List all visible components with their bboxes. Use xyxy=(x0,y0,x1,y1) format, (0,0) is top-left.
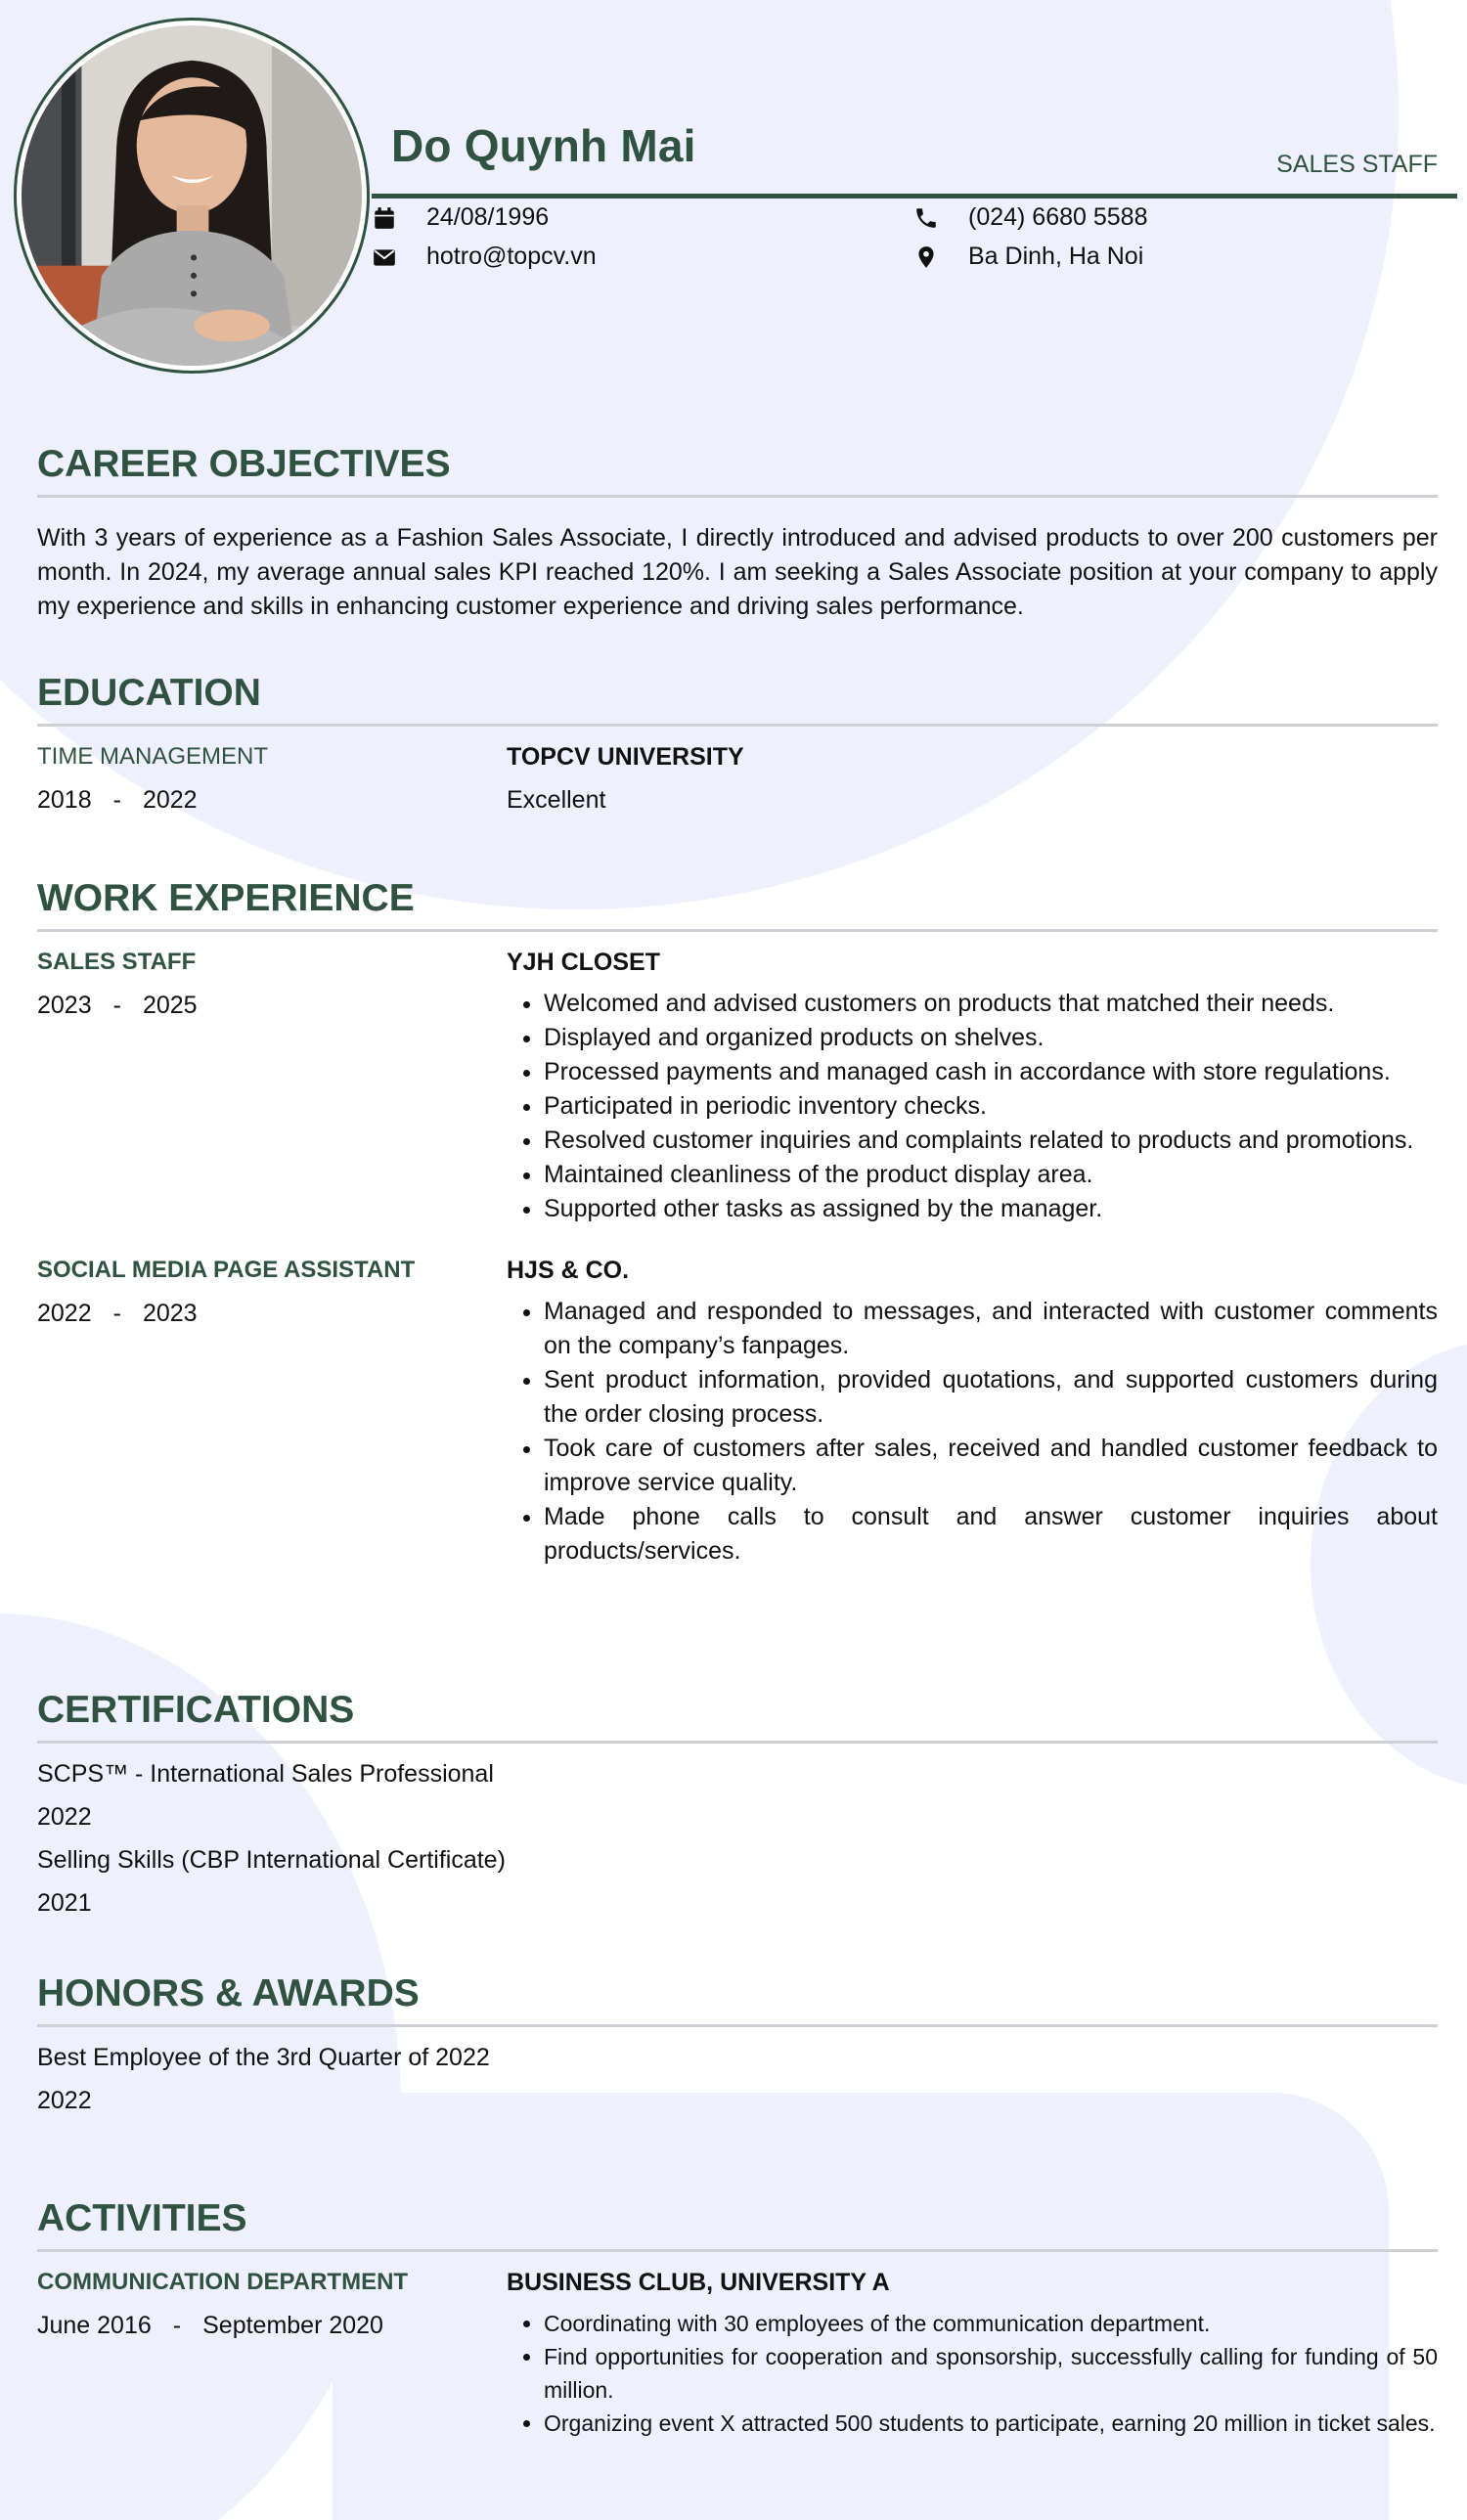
section-work-experience xyxy=(37,876,1438,1569)
section-divider xyxy=(37,2024,1438,2027)
candidate-position: SALES STAFF xyxy=(1276,151,1438,178)
start-date: 2022 xyxy=(37,1300,92,1327)
calendar-icon xyxy=(372,205,397,231)
section-title: HONORS & AWARDS xyxy=(37,1972,420,2014)
list-item: • Supported other tasks as assigned by the manager. xyxy=(544,1192,1438,1226)
certification-entry xyxy=(37,1843,1438,1920)
certification-name: SCPS™ - International Sales Professional xyxy=(37,1760,494,1788)
end-date: September 2020 xyxy=(202,2312,383,2339)
education-grade: Excellent xyxy=(507,786,606,814)
list-item: • Organizing event X attracted 500 students to participate, earning 20 million in ticket sales. xyxy=(544,2407,1438,2440)
section-divider xyxy=(37,929,1438,932)
list-item: • Find opportunities for cooperation and sponsorship, successfully calling for funding of 50 million. xyxy=(544,2340,1438,2407)
work-company: YJH CLOSET xyxy=(507,949,660,976)
list-item: • Welcomed and advised customers on products that matched their needs. xyxy=(544,987,1438,1021)
activity-role: COMMUNICATION DEPARTMENT xyxy=(37,2269,409,2295)
education-dates: 2018 - 2022 xyxy=(37,786,198,814)
section-career-objectives xyxy=(37,442,1438,624)
address-text: Ba Dinh, Ha Noi xyxy=(968,243,1144,270)
end-date: 2023 xyxy=(142,1300,198,1327)
email-text: hotro@topcv.vn xyxy=(426,243,597,270)
start-date: June 2016 xyxy=(37,2312,152,2339)
profile-photo xyxy=(14,18,370,374)
list-item: • Displayed and organized products on shelves. xyxy=(544,1021,1438,1055)
section-title: CERTIFICATIONS xyxy=(37,1689,355,1731)
contact-phone xyxy=(913,203,1147,232)
education-school: TOPCV UNIVERSITY xyxy=(507,743,744,771)
section-honors-awards xyxy=(37,1971,1438,2117)
contact-dob xyxy=(372,203,549,232)
section-title: EDUCATION xyxy=(37,672,261,714)
list-item: • Managed and responded to messages, and interacted with customer comments on the company’s fanpages. xyxy=(544,1295,1438,1363)
work-dates: 2022 - 2023 xyxy=(37,1300,198,1327)
work-dates: 2023 - 2025 xyxy=(37,992,198,1019)
candidate-name: Do Quynh Mai xyxy=(391,120,696,171)
section-title: CAREER OBJECTIVES xyxy=(37,443,451,485)
contact-email xyxy=(372,243,597,271)
phone-text: (024) 6680 5588 xyxy=(968,203,1148,231)
activity-entry xyxy=(37,2266,1438,2440)
work-entry xyxy=(37,946,1438,1226)
phone-icon xyxy=(913,205,939,231)
list-item: • Made phone calls to consult and answer customer inquiries about products/services. xyxy=(544,1500,1438,1569)
section-education xyxy=(37,671,1438,817)
work-role: SALES STAFF xyxy=(37,949,197,975)
header-divider xyxy=(372,194,1457,199)
work-duties xyxy=(507,987,1438,1226)
start-date: 2023 xyxy=(37,992,92,1019)
activity-dates: June 2016 - September 2020 xyxy=(37,2312,383,2339)
work-duties xyxy=(507,1295,1438,1569)
activity-organization: BUSINESS CLUB, UNIVERSITY A xyxy=(507,2269,890,2296)
award-entry xyxy=(37,2041,1438,2117)
start-date: 2018 xyxy=(37,786,92,814)
certification-name: Selling Skills (CBP International Certificate) xyxy=(37,1846,506,1874)
section-divider xyxy=(37,2249,1438,2252)
dob-text: 24/08/1996 xyxy=(426,203,550,231)
profile-photo-image xyxy=(22,25,362,366)
end-date: 2025 xyxy=(142,992,198,1019)
section-divider xyxy=(37,495,1438,498)
work-company: HJS & CO. xyxy=(507,1257,630,1284)
award-year: 2022 xyxy=(37,2087,92,2114)
section-divider xyxy=(37,1741,1438,1744)
certification-entry xyxy=(37,1757,1438,1834)
section-certifications xyxy=(37,1688,1438,1920)
list-item: • Processed payments and managed cash in accordance with store regulations. xyxy=(544,1055,1438,1089)
education-major: TIME MANAGEMENT xyxy=(37,743,269,770)
section-activities xyxy=(37,2196,1438,2440)
award-name: Best Employee of the 3rd Quarter of 2022 xyxy=(37,2044,490,2071)
list-item: • Participated in periodic inventory checks. xyxy=(544,1089,1438,1124)
certification-year: 2022 xyxy=(37,1803,92,1831)
activity-duties xyxy=(507,2307,1438,2440)
section-title: WORK EXPERIENCE xyxy=(37,877,415,919)
certification-year: 2021 xyxy=(37,1889,92,1917)
section-divider xyxy=(37,724,1438,727)
career-objective-text: With 3 years of experience as a Fashion Sales Associate, I directly introduced and advised products to over 200 customers per month. In 2024, my average annual sales KPI reached 120%. I am seeking a Sales Associate position at your company to apply my experience and skills in enhancing customer experience and driving sales performance. xyxy=(37,524,1438,620)
work-entry xyxy=(37,1254,1438,1569)
list-item: • Maintained cleanliness of the product display area. xyxy=(544,1158,1438,1192)
map-pin-icon xyxy=(913,244,939,270)
contact-address xyxy=(913,243,1143,271)
section-title: ACTIVITIES xyxy=(37,2197,247,2239)
list-item: • Resolved customer inquiries and complaints related to products and promotions. xyxy=(544,1124,1438,1158)
work-role: SOCIAL MEDIA PAGE ASSISTANT xyxy=(37,1257,416,1283)
list-item: • Took care of customers after sales, received and handled customer feedback to improve service quality. xyxy=(544,1432,1438,1500)
envelope-icon xyxy=(372,244,397,270)
end-date: 2022 xyxy=(142,786,198,814)
education-entry xyxy=(37,740,1438,817)
list-item: • Coordinating with 30 employees of the communication department. xyxy=(544,2307,1438,2340)
list-item: • Sent product information, provided quotations, and supported customers during the order closing process. xyxy=(544,1363,1438,1432)
